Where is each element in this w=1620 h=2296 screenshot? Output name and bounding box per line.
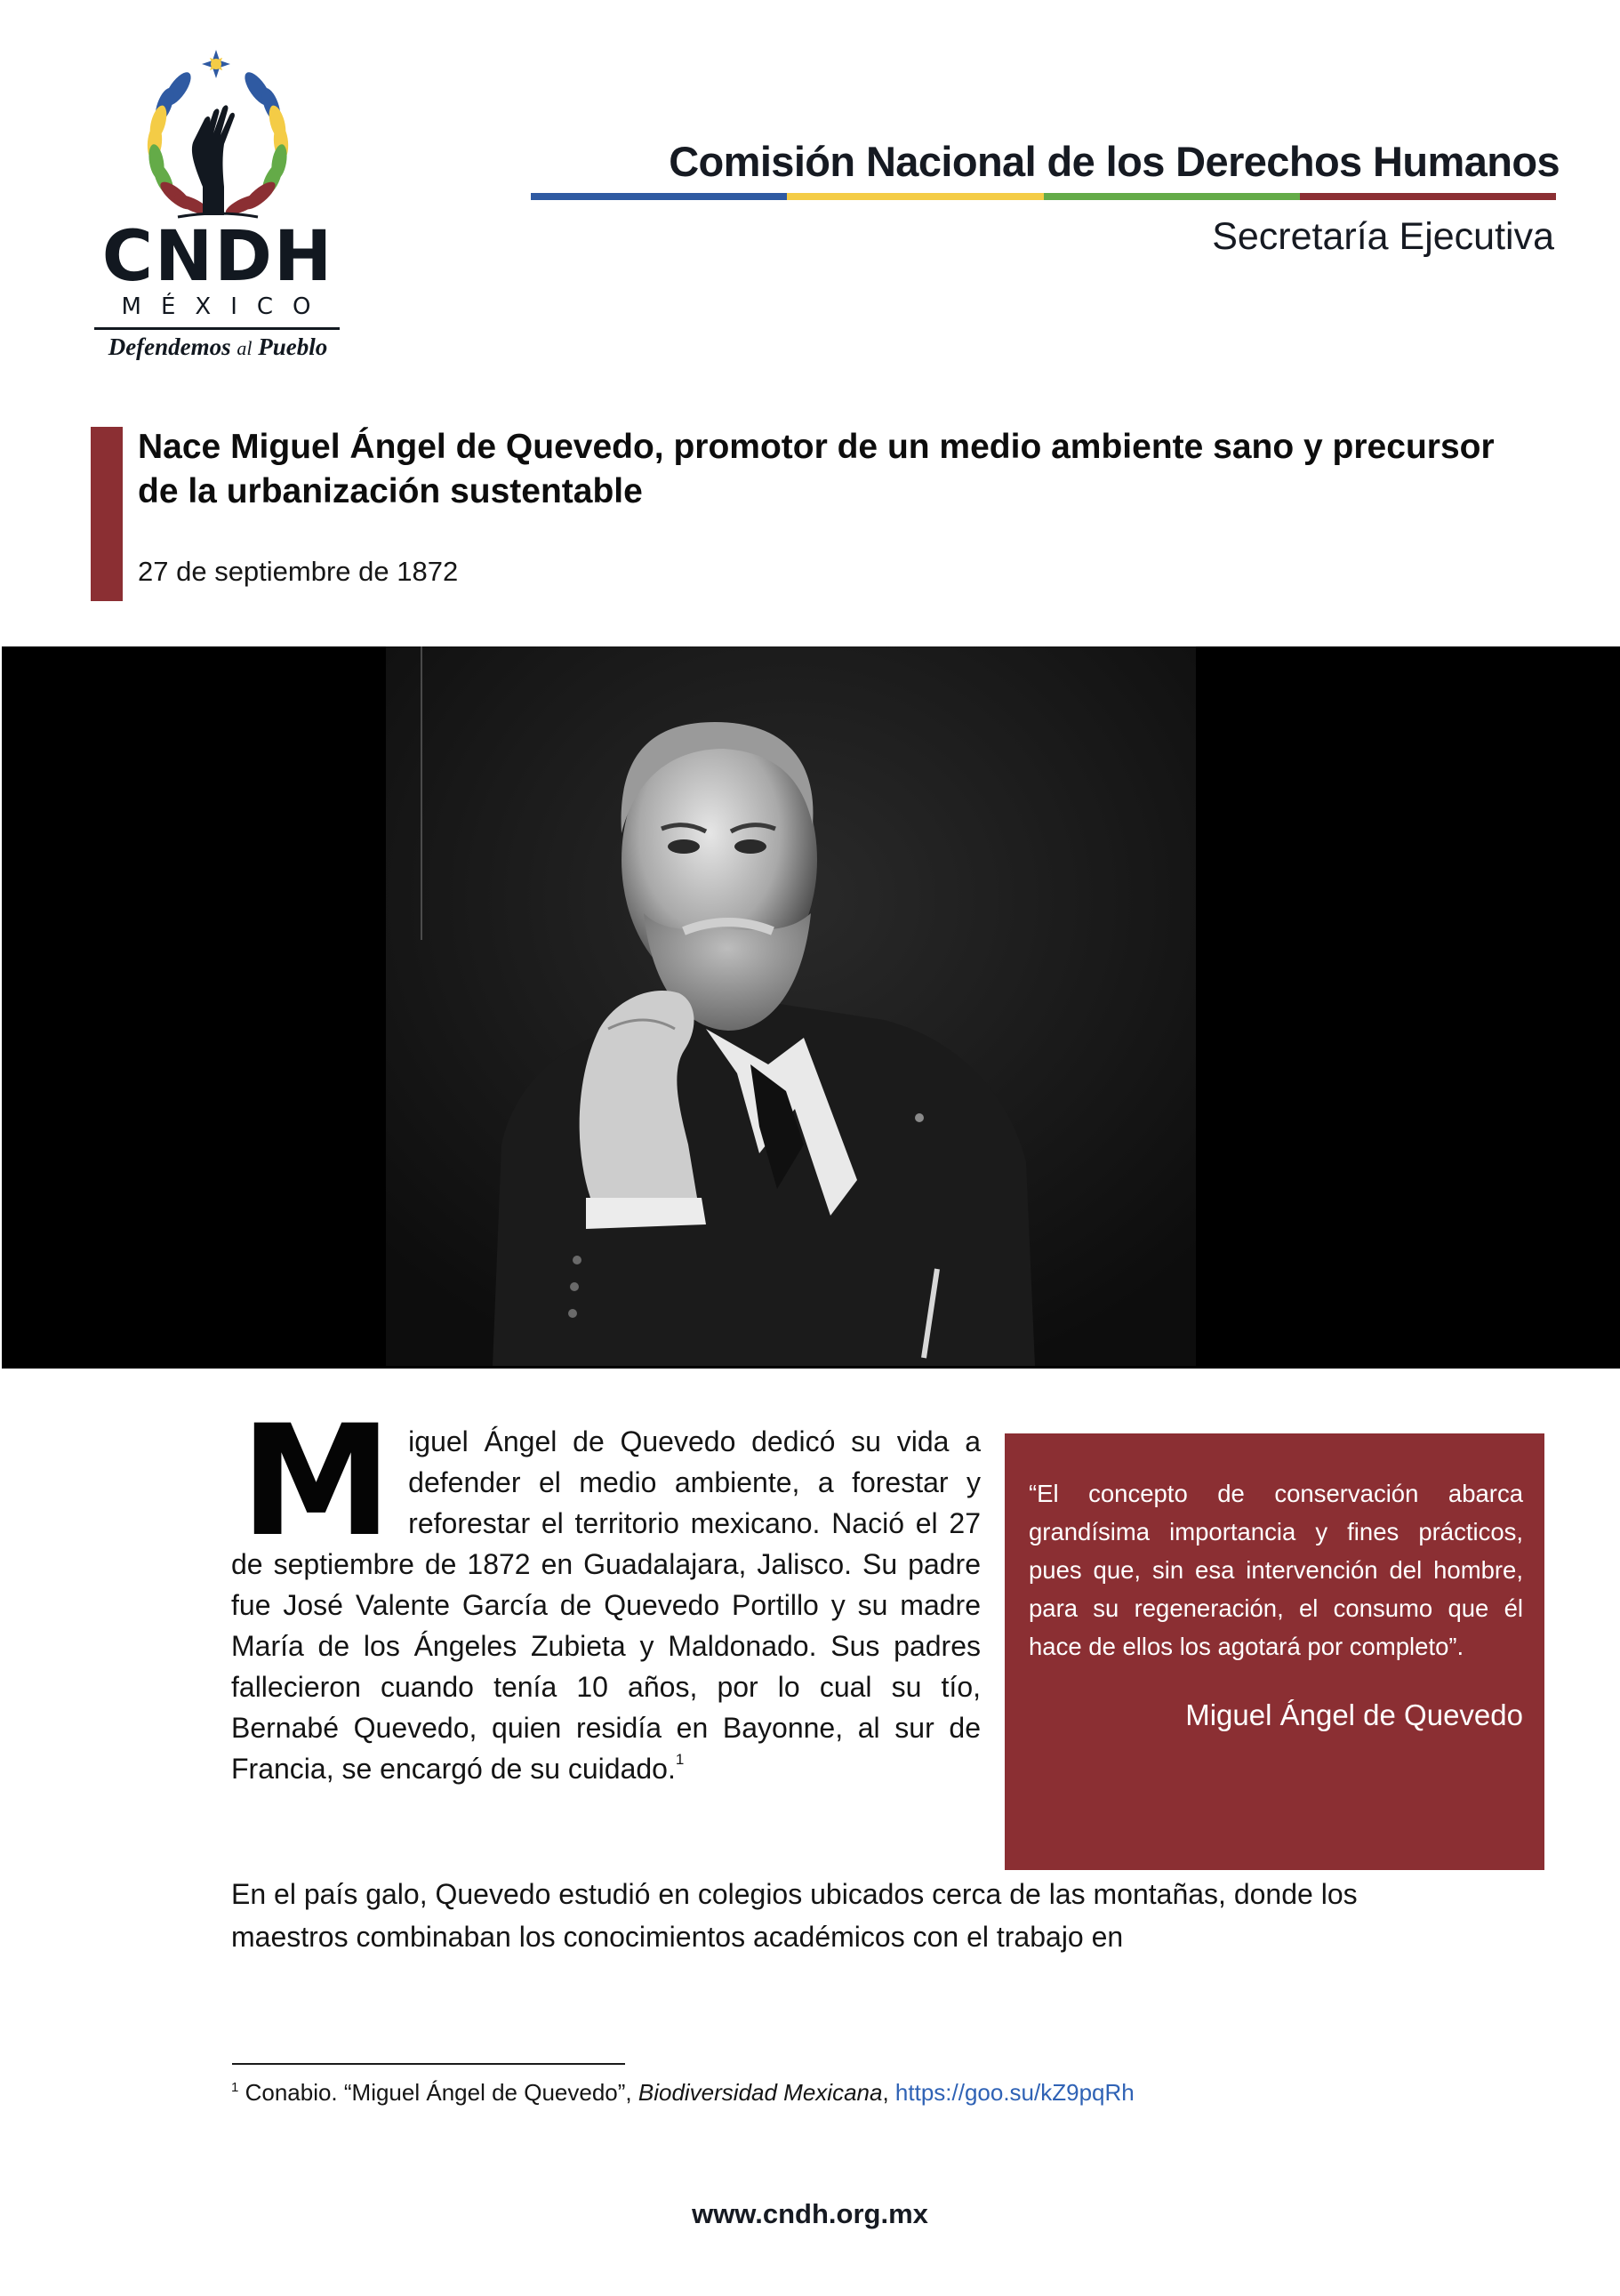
- quote-text: “El concepto de conservación abarca grandísima importancia y fines prácticos, pues que, sin esa intervención del hombre, para su regeneración, el consumo que él hace de ellos los agotará por completo”.: [1029, 1480, 1523, 1660]
- cndh-logo: [89, 44, 347, 365]
- quote-author: Miguel Ángel de Quevedo: [1185, 1698, 1523, 1731]
- star-icon: [202, 50, 230, 78]
- footnote-prefix: Conabio. “Miguel Ángel de Quevedo”,: [245, 2079, 638, 2106]
- pull-quote-box: [1005, 1433, 1544, 1870]
- footnote-divider: [232, 2063, 625, 2065]
- logo-tagline: Defendemos al Pueblo: [108, 333, 328, 360]
- drop-cap: M: [240, 1392, 393, 1570]
- logo-country: MÉXICO: [121, 293, 331, 320]
- article-title: Nace Miguel Ángel de Quevedo, promotor de un medio ambiente sano y precursor de la urbanización sustentable: [138, 428, 1495, 510]
- article-date: 27 de septiembre de 1872: [138, 556, 459, 587]
- color-stripe-divider: [531, 193, 1556, 200]
- footnote-source: Biodiversidad Mexicana: [638, 2079, 883, 2106]
- portrait-image-icon: [386, 646, 1196, 1366]
- department-name: Secretaría Ejecutiva: [1212, 215, 1554, 258]
- paragraph-1: iguel Ángel de Quevedo dedicó su vida a defender el medio ambiente, a forestar y reforestar el territorio mexicano. Nació el 27 de septiembre de 1872 en Guadalajara, Jalisco. Su padre fue José Valente García de Quevedo Portillo y su madre María de los Ángeles Zubieta y Maldonado. Sus padres fallecieron cuando tenía 10 años, por lo cual su tío, Bernabé Quevedo, quien residía en Bayonne, al sur de Francia, se encargó de su cuidado.$^1$: [231, 1425, 981, 1785]
- stripe-red: [1300, 193, 1556, 200]
- article-body-continued: [231, 1873, 1405, 1958]
- website-url[interactable]: www.cndh.org.mx: [692, 2198, 928, 2229]
- paragraph-2: En el país galo, Quevedo estudió en colegios ubicados cerca de las montañas, donde los maestros combinaban los conocimientos académicos con el trabajo en: [231, 1878, 1358, 1953]
- footnote-number: 1: [231, 2080, 239, 2095]
- footnote-ref[interactable]: 1: [675, 1751, 685, 1768]
- stripe-green: [1044, 193, 1300, 200]
- stripe-yellow: [787, 193, 1043, 200]
- right-laurel-icon: [223, 68, 290, 219]
- logo-acronym: CNDH: [101, 217, 334, 297]
- portrait-photo: [386, 646, 1196, 1366]
- organization-name: Comisión Nacional de los Derechos Humanos: [669, 138, 1560, 185]
- stripe-blue: [531, 193, 787, 200]
- footnote: $^1$ Conabio. “Miguel Ángel de Quevedo”, Biodiversidad Mexicana, https://goo.su/kZ9pqRh: [231, 2079, 1135, 2106]
- laurel-hand-emblem-icon: [89, 44, 347, 222]
- raised-hand-icon: [192, 105, 235, 215]
- title-accent-bar: [91, 427, 123, 601]
- logo-divider: [94, 327, 340, 330]
- footnote-link[interactable]: https://goo.su/kZ9pqRh: [894, 2079, 1135, 2106]
- article-body-intro: [231, 1392, 981, 1789]
